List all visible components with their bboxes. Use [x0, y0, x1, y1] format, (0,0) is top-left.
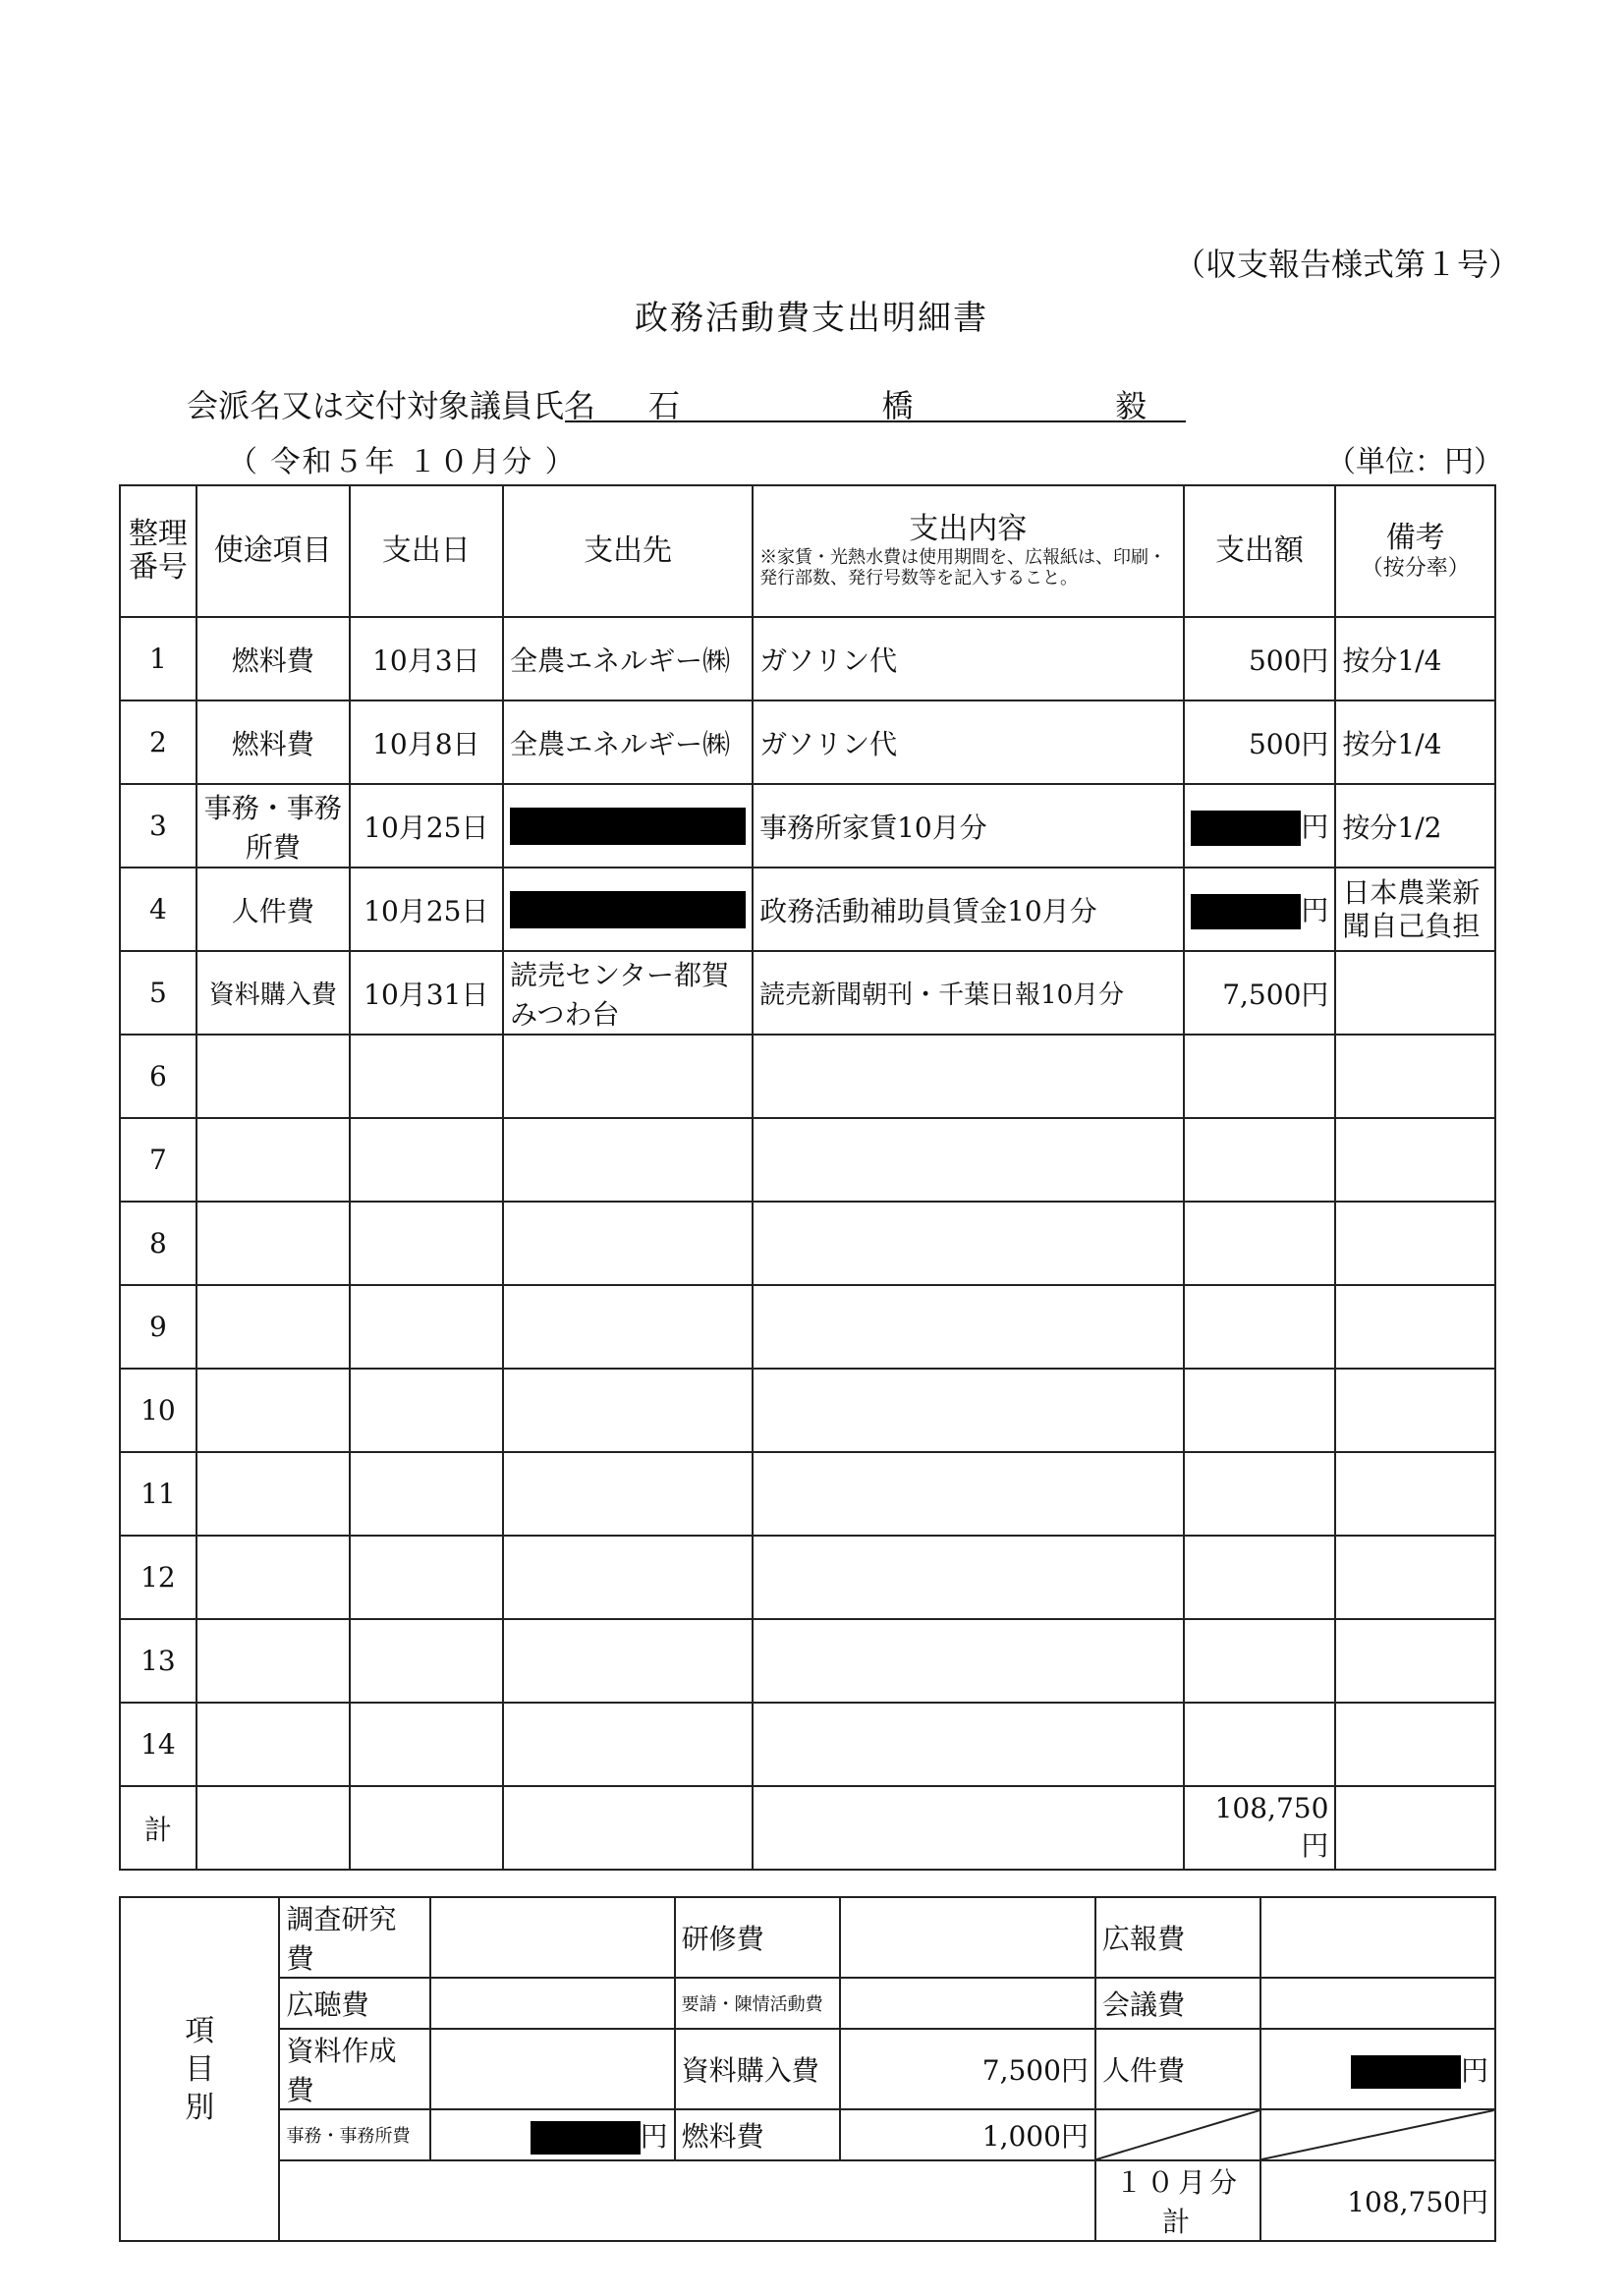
summary-meeting-label: 会議費 [1095, 1978, 1260, 2029]
summary-personnel-label: 人件費 [1095, 2029, 1260, 2109]
row-category: 人件費 [196, 868, 350, 951]
row-content: 事務所家賃10月分 [753, 784, 1183, 868]
empty-cell [503, 1619, 753, 1703]
header-category: 使途項目 [196, 485, 350, 617]
empty-cell [196, 1285, 350, 1369]
row-remarks: 按分1/4 [1335, 700, 1495, 784]
side-char-3: 別 [185, 2090, 215, 2125]
empty-cell [196, 1703, 350, 1786]
table-row [120, 1703, 1495, 1786]
empty-cell [196, 1035, 350, 1118]
diagonal-line [1261, 2110, 1494, 2159]
row-payee [503, 784, 753, 868]
row-no: 12 [120, 1536, 196, 1619]
row-amount: 500円 [1184, 617, 1336, 700]
empty-cell [753, 1452, 1183, 1536]
empty-cell [753, 1285, 1183, 1369]
redacted-block [1191, 811, 1301, 846]
table-row [120, 617, 1495, 700]
member-label: 会派名又は交付対象議員氏名 [187, 387, 596, 424]
row-amount-unit: 円 [1301, 893, 1329, 926]
document-title: 政務活動費支出明細書 [635, 299, 988, 338]
empty-cell [350, 1452, 504, 1536]
row-no: 8 [120, 1202, 196, 1285]
empty-cell [196, 1619, 350, 1703]
row-payee: 全農エネルギー㈱ [503, 617, 753, 700]
empty-cell [1184, 1369, 1336, 1452]
summary-research-label: 調査研究費 [279, 1897, 430, 1978]
empty-cell [753, 1619, 1183, 1703]
summary-pr-amount [1260, 1897, 1495, 1978]
empty-cell [1184, 1202, 1336, 1285]
redacted-block [1191, 894, 1301, 929]
summary-diagonal-cell [1260, 2109, 1495, 2160]
table-row [120, 1452, 1495, 1536]
row-content: ガソリン代 [753, 700, 1183, 784]
row-amount-unit: 円 [1301, 810, 1329, 843]
month-total-amount: 108,750円 [1260, 2160, 1495, 2241]
empty-cell [196, 1786, 350, 1870]
row-content: ガソリン代 [753, 617, 1183, 700]
row-no: 3 [120, 784, 196, 868]
summary-materials-create-amount [430, 2029, 674, 2109]
row-no: 4 [120, 868, 196, 951]
table-row [120, 784, 1495, 868]
empty-cell [503, 1202, 753, 1285]
row-content: 政務活動補助員賃金10月分 [753, 868, 1183, 951]
header-no: 整理番号 [120, 485, 196, 617]
summary-petition-amount [840, 1978, 1095, 2029]
row-amount [1184, 784, 1336, 868]
table-row [120, 868, 1495, 951]
row-date: 10月3日 [350, 617, 504, 700]
row-category: 燃料費 [196, 617, 350, 700]
summary-hearing-amount [430, 1978, 674, 2029]
summary-hearing-label: 広聴費 [279, 1978, 430, 2029]
row-remarks: 按分1/4 [1335, 617, 1495, 700]
row-no: 2 [120, 700, 196, 784]
empty-cell [753, 1536, 1183, 1619]
period: （ 令和５年 １０月分 ） [228, 445, 577, 479]
empty-cell [350, 1786, 504, 1870]
table-row [120, 1369, 1495, 1452]
header-payee: 支出先 [503, 485, 753, 617]
empty-cell [753, 1035, 1183, 1118]
table-header-row [120, 485, 1495, 617]
row-no: 5 [120, 951, 196, 1035]
diagonal-line [1096, 2110, 1259, 2159]
empty-cell [350, 1536, 504, 1619]
redacted-block [510, 891, 746, 928]
total-amount: 108,750円 [1184, 1786, 1336, 1870]
row-no: 6 [120, 1035, 196, 1118]
empty-cell [753, 1202, 1183, 1285]
row-no: 14 [120, 1703, 196, 1786]
empty-cell [503, 1786, 753, 1870]
row-no: 7 [120, 1118, 196, 1202]
empty-cell [1335, 1285, 1495, 1369]
header-content-title: 支出内容 [909, 512, 1028, 547]
row-no: 10 [120, 1369, 196, 1452]
empty-cell [196, 1202, 350, 1285]
header-amount: 支出額 [1184, 485, 1336, 617]
summary-petition-label: 要請・陳情活動費 [675, 1978, 840, 2029]
header-content-note: ※家賃・光熱水費は使用期間を、広報紙は、印刷・発行部数、発行号数等を記入すること。 [759, 546, 1167, 589]
header-remarks [1335, 485, 1495, 617]
summary-fuel-amount: 1,000円 [840, 2109, 1095, 2160]
summary-side-label [120, 1897, 279, 2241]
empty-cell [196, 1369, 350, 1452]
summary-row [120, 2109, 1495, 2160]
empty-cell [1184, 1536, 1336, 1619]
summary-fuel-label: 燃料費 [675, 2109, 840, 2160]
empty-cell [1184, 1285, 1336, 1369]
empty-cell [1335, 1786, 1495, 1870]
expense-table [119, 484, 1496, 1871]
summary-training-label: 研修費 [675, 1897, 840, 1978]
header-content [753, 485, 1183, 617]
empty-cell [503, 1452, 753, 1536]
empty-cell [1184, 1118, 1336, 1202]
member-name-char-3: 毅 [1114, 387, 1147, 424]
empty-cell [503, 1703, 753, 1786]
month-total-label: １０月分計 [1095, 2160, 1260, 2241]
row-payee [503, 868, 753, 951]
row-payee: 読売センター都賀みつわ台 [503, 951, 753, 1035]
summary-row [120, 1978, 1495, 2029]
redacted-block [531, 2121, 641, 2155]
row-amount: 500円 [1184, 700, 1336, 784]
unit-label: （単位：円） [1326, 445, 1503, 479]
row-payee: 全農エネルギー㈱ [503, 700, 753, 784]
office-amount-unit: 円 [640, 2119, 668, 2153]
row-category: 事務・事務所費 [196, 784, 350, 868]
empty-cell [350, 1619, 504, 1703]
row-content: 読売新聞朝刊・千葉日報10月分 [753, 951, 1183, 1035]
summary-materials-create-label: 資料作成費 [279, 2029, 430, 2109]
summary-materials-buy-label: 資料購入費 [675, 2029, 840, 2109]
row-category: 資料購入費 [196, 951, 350, 1035]
summary-row [120, 1897, 1495, 1978]
empty-cell [1335, 1536, 1495, 1619]
summary-training-amount [840, 1897, 1095, 1978]
summary-pr-label: 広報費 [1095, 1897, 1260, 1978]
empty-cell [350, 1703, 504, 1786]
table-row [120, 1202, 1495, 1285]
empty-cell [1335, 1619, 1495, 1703]
header-date: 支出日 [350, 485, 504, 617]
row-remarks [1335, 951, 1495, 1035]
table-row [120, 1035, 1495, 1118]
empty-cell [753, 1369, 1183, 1452]
empty-cell [1335, 1703, 1495, 1786]
empty-cell [503, 1035, 753, 1118]
empty-cell [350, 1369, 504, 1452]
row-amount: 7,500円 [1184, 951, 1336, 1035]
empty-cell [503, 1536, 753, 1619]
empty-cell [350, 1118, 504, 1202]
summary-materials-buy-amount: 7,500円 [840, 2029, 1095, 2109]
empty-cell [350, 1285, 504, 1369]
empty-cell [503, 1285, 753, 1369]
summary-office-label: 事務・事務所費 [279, 2109, 430, 2160]
empty-cell [1335, 1118, 1495, 1202]
table-row [120, 1619, 1495, 1703]
summary-blank [279, 2160, 1094, 2241]
summary-row [120, 2160, 1495, 2241]
header-remarks-title: 備考 [1385, 521, 1445, 556]
redacted-block [1351, 2055, 1461, 2089]
side-char-2: 目 [185, 2051, 215, 2087]
empty-cell [1184, 1619, 1336, 1703]
table-row [120, 951, 1495, 1035]
row-no: 1 [120, 617, 196, 700]
summary-row [120, 2029, 1495, 2109]
total-row [120, 1786, 1495, 1870]
row-category: 燃料費 [196, 700, 350, 784]
table-row [120, 1285, 1495, 1369]
row-amount [1184, 868, 1336, 951]
summary-table [119, 1896, 1496, 2242]
table-row [120, 1118, 1495, 1202]
member-name-char-2: 橋 [881, 387, 914, 424]
header-remarks-sub: （按分率） [1361, 555, 1470, 581]
empty-cell [503, 1369, 753, 1452]
row-no: 11 [120, 1452, 196, 1536]
empty-cell [753, 1786, 1183, 1870]
row-remarks: 日本農業新聞自己負担 [1335, 868, 1495, 951]
personnel-amount-unit: 円 [1460, 2053, 1488, 2087]
row-date: 10月25日 [350, 868, 504, 951]
member-name-char-1: 石 [648, 387, 681, 424]
empty-cell [196, 1536, 350, 1619]
total-label: 計 [120, 1786, 196, 1870]
empty-cell [350, 1202, 504, 1285]
empty-cell [1335, 1202, 1495, 1285]
empty-cell [503, 1118, 753, 1202]
table-row [120, 1536, 1495, 1619]
empty-cell [1335, 1369, 1495, 1452]
row-date: 10月8日 [350, 700, 504, 784]
empty-cell [753, 1703, 1183, 1786]
row-date: 10月31日 [350, 951, 504, 1035]
row-no: 9 [120, 1285, 196, 1369]
row-date: 10月25日 [350, 784, 504, 868]
member-name-underline [565, 420, 1186, 422]
summary-office-amount [430, 2109, 674, 2160]
redacted-block [510, 808, 746, 845]
empty-cell [196, 1118, 350, 1202]
empty-cell [1184, 1703, 1336, 1786]
summary-personnel-amount [1260, 2029, 1495, 2109]
summary-diagonal-cell [1095, 2109, 1260, 2160]
summary-meeting-amount [1260, 1978, 1495, 2029]
summary-research-amount [430, 1897, 674, 1978]
empty-cell [1335, 1452, 1495, 1536]
side-char-1: 項 [185, 2013, 215, 2048]
empty-cell [1184, 1035, 1336, 1118]
empty-cell [753, 1118, 1183, 1202]
form-number: （収支報告様式第１号） [1174, 246, 1521, 283]
empty-cell [196, 1452, 350, 1536]
table-row [120, 700, 1495, 784]
empty-cell [1184, 1452, 1336, 1536]
row-no: 13 [120, 1619, 196, 1703]
empty-cell [350, 1035, 504, 1118]
row-remarks: 按分1/2 [1335, 784, 1495, 868]
empty-cell [1335, 1035, 1495, 1118]
